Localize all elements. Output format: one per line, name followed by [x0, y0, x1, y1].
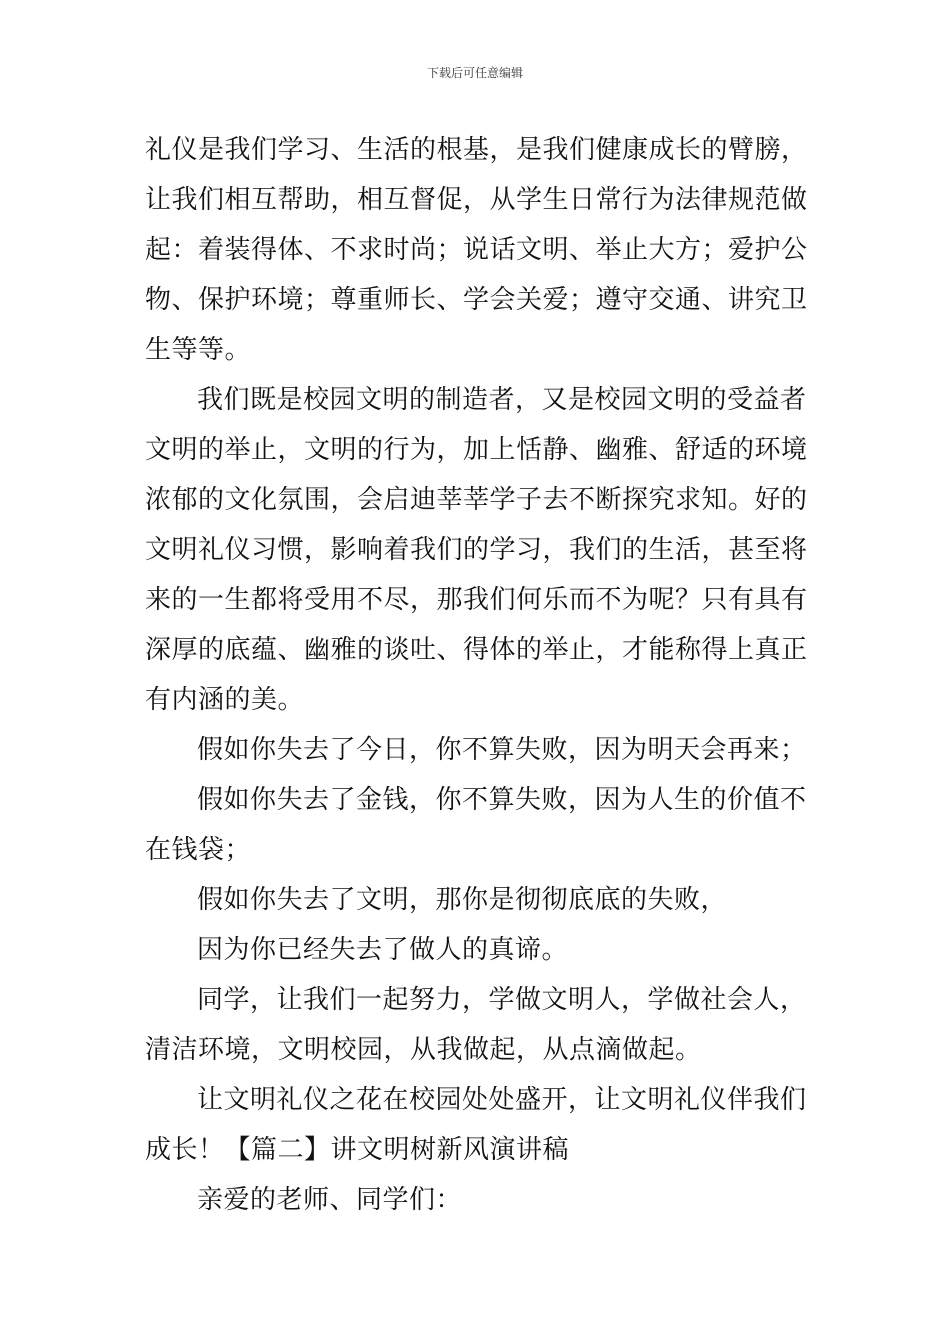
paragraph-9: 亲爱的老师、同学们：	[197, 1185, 463, 1215]
paragraph-2: 我们既是校园文明的制造者，又是校园文明的受益者文明的举止，文明的行为，加上恬静、幽雅、舒适的环境浓郁的文化氛围，会启迪莘莘学子去不断探究求知。好的文明礼仪习惯，影响着我们的学习，我们的生活，甚至将来的一生都将受用不尽，那我们何乐而不为呢？只有具有深厚的底蕴、幽雅的谈吐、得体的举止，才能称得上真正有内涵的美。	[145, 385, 808, 715]
document-body	[145, 125, 810, 1225]
paragraph-3: 假如你失去了今日，你不算失败，因为明天会再来；	[197, 735, 807, 765]
paragraph-7: 同学，让我们一起努力，学做文明人，学做社会人，清洁环境，文明校园，从我做起，从点滴做起。	[145, 985, 807, 1065]
paragraph-8: 让文明礼仪之花在校园处处盛开，让文明礼仪伴我们成长！【篇二】讲文明树新风演讲稿	[145, 1085, 807, 1165]
paragraph-5: 假如你失去了文明，那你是彻彻底底的失败，	[197, 885, 728, 915]
paragraph-4: 假如你失去了金钱，你不算失败，因为人生的价值不在钱袋；	[145, 785, 807, 865]
page-header: 下载后可任意编辑	[426, 66, 523, 80]
paragraph-1: 礼仪是我们学习、生活的根基，是我们健康成长的臂膀，让我们相互帮助，相互督促，从学生日常行为法律规范做起：着装得体、不求时尚；说话文明、举止大方；爱护公物、保护环境；尊重师长、学会关爱；遵守交通、讲究卫生等等。	[145, 135, 808, 365]
paragraph-6: 因为你已经失去了做人的真谛。	[197, 935, 569, 965]
